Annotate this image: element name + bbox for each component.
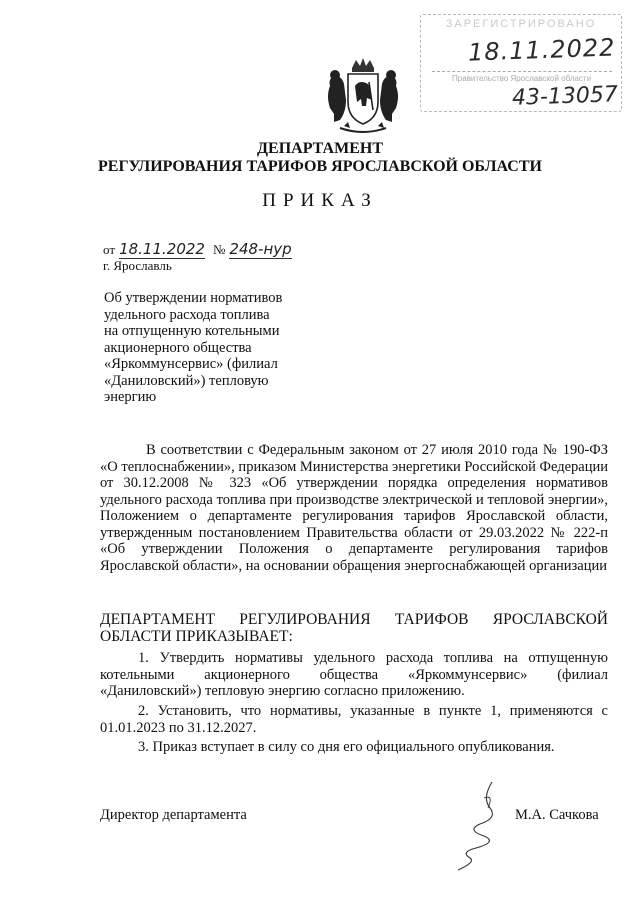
resolve-paragraph: ДЕПАРТАМЕНТ РЕГУЛИРОВАНИЯ ТАРИФОВ ЯРОСЛАВСКОЙ ОБЛАСТИ ПРИКАЗЫВАЕТ: [100, 611, 608, 645]
department-title-line2: РЕГУЛИРОВАНИЯ ТАРИФОВ ЯРОСЛАВСКОЙ ОБЛАСТИ [98, 158, 542, 175]
document-type-title: ПРИКАЗ [262, 190, 378, 211]
subject-line: Об утверждении нормативов [104, 290, 283, 306]
order-city: г. Ярославль [103, 258, 172, 273]
subject-line: на отпущенную котельными [104, 323, 280, 339]
order-item-3: 3. Приказ вступает в силу со дня его официального опубликования. [138, 739, 555, 755]
stamp-number: 43-13057 [511, 82, 619, 111]
order-date: 18.11.2022 [119, 240, 205, 258]
signature-icon [440, 778, 510, 874]
subject-line: «Яркоммунсервис» (филиал [104, 356, 278, 372]
order-number-label: № [213, 242, 226, 257]
stamp-faded-header: ЗАРЕГИСТРИРОВАНО [445, 18, 597, 30]
department-title-line1: ДЕПАРТАМЕНТ [257, 140, 383, 157]
subject-line: энергию [104, 389, 157, 405]
order-number: 248-нур [229, 240, 292, 258]
signatory-position: Директор департамента [100, 807, 247, 823]
order-subject [104, 290, 334, 406]
stamp-date: 18.11.2022 [467, 33, 616, 67]
preamble-paragraph: В соответствии с Федеральным законом от 27 июля 2010 года № 190-ФЗ «О теплоснабжении», приказом Министерства энергетики Российской Федерации от 30.12.2008 № 323 «Об утверждении порядка определения нормативов удельного расхода топлива при производстве электрической и тепловой энергии», Положением о департаменте регулирования тарифов Ярославской области, утвержденным постановлением Правительства области от 29.03.2022 № 222-п «Об утверждении Положения о департаменте регулирования тарифов Ярославской области», на основании обращения энергоснабжающей организации [100, 442, 608, 574]
order-item-1: 1. Утвердить нормативы удельного расхода топлива на отпущенную котельными акционерного общества «Яркоммунсервис» (филиал «Даниловский») тепловую энергию согласно приложению. [100, 650, 608, 699]
subject-line: акционерного общества [104, 339, 252, 356]
stamp-small-text: Правительство Ярославской области [452, 74, 592, 83]
subject-line: удельного расхода топлива [104, 306, 270, 323]
stamp-divider [432, 71, 612, 72]
order-item-2: 2. Установить, что нормативы, указанные в пункте 1, применяются с 01.01.2023 по 31.12.2027. [100, 703, 608, 736]
order-date-label: от [103, 242, 116, 257]
order-meta-line [103, 240, 292, 259]
subject-line: «Даниловский») тепловую [104, 372, 269, 389]
signatory-name: М.А. Сачкова [515, 807, 599, 823]
coat-of-arms-icon [322, 56, 404, 136]
